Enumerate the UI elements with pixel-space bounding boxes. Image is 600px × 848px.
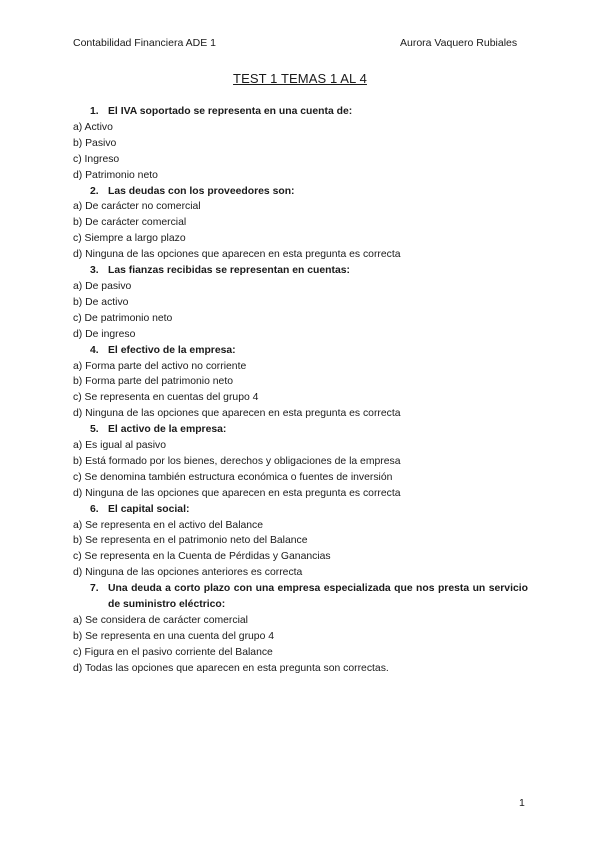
question-label: Las fianzas recibidas se representan en cuentas: [108, 265, 350, 277]
answer-option: d) Ninguna de las opciones que aparecen en esta pregunta es correcta [73, 487, 401, 499]
question-list [73, 104, 528, 677]
question-text [73, 581, 528, 613]
question-number: 1. [90, 106, 99, 117]
question-label: Las deudas con los proveedores son: [108, 185, 295, 197]
question-number: 3. [90, 265, 99, 277]
question-number: 5. [90, 424, 99, 436]
answer-option: a) Es igual al pasivo [73, 440, 166, 452]
answer-option: d) Ninguna de las opciones anteriores es correcta [73, 567, 303, 579]
answer-option: a) Activo [73, 121, 113, 133]
question-number: 4. [90, 344, 99, 356]
answer-option: b) De activo [73, 296, 129, 308]
question-text [73, 502, 528, 518]
answer-option: c) Ingreso [73, 153, 120, 165]
answer-option: d) Patrimonio neto [73, 169, 158, 181]
answer-option: d) De ingreso [73, 328, 136, 340]
question-label: El capital social: [108, 503, 190, 515]
answer-option: c) Se representa en la Cuenta de Pérdidas y Ganancias [73, 551, 331, 563]
answer-option: a) Forma parte del activo no corriente [73, 360, 247, 372]
answer-option: b) Se representa en el patrimonio neto del Balance [73, 535, 308, 547]
answer-option: d) Todas las opciones que aparecen en esta pregunta son correctas. [73, 662, 389, 674]
answer-option: c) Se denomina también estructura económica o fuentes de inversión [73, 471, 393, 483]
question-block [73, 502, 528, 582]
question-block [73, 581, 528, 676]
question-text [73, 184, 528, 200]
answer-option: a) Se considera de carácter comercial [73, 615, 248, 626]
question-block [73, 422, 528, 502]
question-text [73, 343, 528, 359]
question-block [73, 104, 528, 184]
page-number: 1 [519, 797, 525, 809]
question-block [73, 343, 528, 423]
answer-option: a) De carácter no comercial [73, 201, 201, 213]
header-author: Aurora Vaquero Rubiales [400, 37, 518, 49]
header-course: Contabilidad Financiera ADE 1 [73, 37, 217, 49]
question-label: Una deuda a corto plazo con una empresa especializada que nos presta un servicio de suministro eléctrico: [108, 583, 528, 611]
answer-option: b) Se representa en una cuenta del grupo 4 [73, 630, 275, 642]
question-number: 6. [90, 503, 99, 515]
answer-option: c) Siempre a largo plazo [73, 233, 186, 245]
answer-option: b) Pasivo [73, 137, 117, 149]
question-label: El efectivo de la empresa: [108, 344, 236, 356]
question-block [73, 263, 528, 343]
question-label: El activo de la empresa: [108, 424, 227, 436]
answer-option: d) Ninguna de las opciones que aparecen en esta pregunta es correcta [73, 408, 401, 420]
page-title: TEST 1 TEMAS 1 AL 4 [233, 71, 367, 86]
answer-option: b) Está formado por los bienes, derechos y obligaciones de la empresa [73, 455, 401, 467]
answer-option: a) Se representa en el activo del Balance [73, 519, 264, 531]
question-label: El IVA soportado se representa en una cuenta de: [108, 106, 353, 117]
question-number: 2. [90, 185, 99, 197]
answer-option: a) De pasivo [73, 280, 132, 292]
answer-option: b) De carácter comercial [73, 217, 187, 229]
answer-option: c) De patrimonio neto [73, 312, 173, 324]
answer-option: c) Figura en el pasivo corriente del Balance [73, 646, 273, 658]
answer-option: b) Forma parte del patrimonio neto [73, 376, 233, 388]
question-text [73, 422, 528, 438]
question-text [73, 104, 528, 120]
answer-option: d) Ninguna de las opciones que aparecen en esta pregunta es correcta [73, 249, 401, 261]
question-text [73, 263, 528, 279]
question-number: 7. [90, 583, 99, 595]
answer-option: c) Se representa en cuentas del grupo 4 [73, 392, 259, 404]
question-block [73, 184, 528, 264]
